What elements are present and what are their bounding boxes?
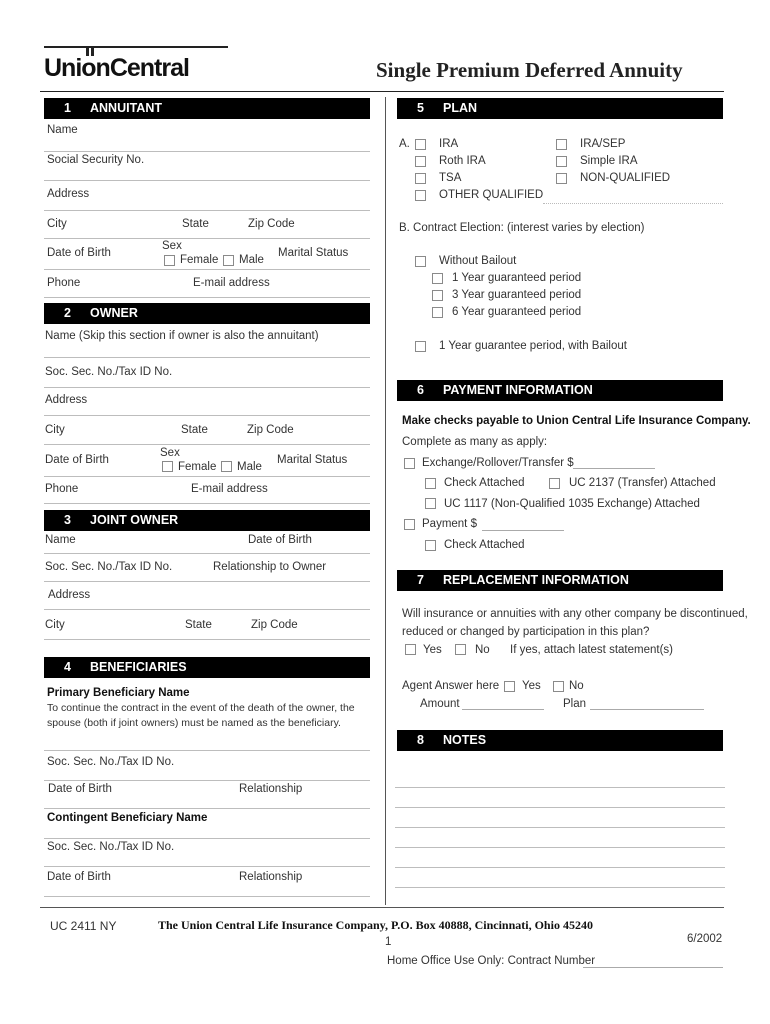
joint-address-field[interactable] — [44, 609, 370, 610]
replacement-question-line-2: reduced or changed by participation in this plan? — [402, 626, 650, 638]
check-attached-checkbox[interactable] — [425, 478, 436, 489]
plan-a-label: A. — [399, 138, 410, 150]
owner-phone-label: Phone — [45, 483, 79, 495]
replacement-yes-label: Yes — [423, 644, 442, 656]
notes-line[interactable] — [395, 847, 725, 848]
form-number: UC 2411 NY — [50, 919, 117, 933]
annuitant-city-label: City — [47, 218, 67, 230]
section-8-header: 8 NOTES — [397, 730, 723, 751]
ira-checkbox[interactable] — [415, 139, 426, 150]
annuitant-ssn-label: Social Security No. — [47, 154, 145, 166]
owner-female-label: Female — [178, 461, 217, 473]
annuitant-email-label: E-mail address — [193, 277, 270, 289]
contract-election-label: B. Contract Election: (interest varies by election) — [399, 222, 645, 234]
joint-zip-label: Zip Code — [251, 619, 298, 631]
owner-dob-field[interactable] — [44, 476, 370, 477]
notes-line[interactable] — [395, 887, 725, 888]
uc2137-label: UC 2137 (Transfer) Attached — [569, 477, 716, 489]
simple-ira-checkbox[interactable] — [556, 156, 567, 167]
ira-sep-checkbox[interactable] — [556, 139, 567, 150]
without-bailout-checkbox[interactable] — [415, 256, 426, 267]
without-bailout-label: Without Bailout — [439, 255, 517, 267]
year-3-checkbox[interactable] — [432, 290, 443, 301]
year-6-label: 6 Year guaranteed period — [452, 306, 582, 318]
owner-female-checkbox[interactable] — [162, 461, 173, 472]
header-rule — [40, 91, 724, 92]
owner-ssn-field[interactable] — [44, 387, 370, 388]
annuitant-zip-label: Zip Code — [248, 218, 295, 230]
tsa-label: TSA — [439, 172, 462, 184]
owner-state-label: State — [181, 424, 208, 436]
column-divider — [385, 97, 386, 905]
primary-relationship-label: Relationship — [239, 783, 303, 795]
complete-apply-text: Complete as many as apply: — [402, 436, 548, 448]
beneficiary-note-line-1: To continue the contract in the event of the death of the owner, the — [47, 702, 355, 714]
ira-label: IRA — [439, 138, 459, 150]
contingent-beneficiary-label: Contingent Beneficiary Name — [47, 812, 208, 824]
primary-ssn-label: Soc. Sec. No./Tax ID No. — [47, 756, 175, 768]
agent-answer-label: Agent Answer here — [402, 680, 500, 692]
owner-dob-label: Date of Birth — [45, 454, 109, 466]
section-5-header: 5 PLAN — [397, 98, 723, 119]
logo-text: UnionCentral — [44, 54, 189, 82]
payment-check-attached-label: Check Attached — [444, 539, 525, 551]
replacement-question-line-1: Will insurance or annuities with any other company be discontinued, — [402, 608, 748, 620]
non-qualified-checkbox[interactable] — [556, 173, 567, 184]
contingent-ssn-field[interactable] — [44, 866, 370, 867]
section-6-header: 6 PAYMENT INFORMATION — [397, 380, 723, 401]
attach-statement-text: If yes, attach latest statement(s) — [510, 644, 673, 656]
with-bailout-label: 1 Year guarantee period, with Bailout — [439, 340, 627, 352]
payment-amount-field[interactable] — [482, 530, 564, 531]
non-qualified-label: NON-QUALIFIED — [580, 172, 671, 184]
exchange-label: Exchange/Rollover/Transfer $ — [422, 457, 574, 469]
agent-no-label: No — [569, 680, 584, 692]
notes-line[interactable] — [395, 867, 725, 868]
annuitant-phone-label: Phone — [47, 277, 81, 289]
annuitant-female-checkbox[interactable] — [164, 255, 175, 266]
uc2137-checkbox[interactable] — [549, 478, 560, 489]
owner-email-label: E-mail address — [191, 483, 268, 495]
annuitant-name-label: Name — [47, 124, 78, 136]
annuitant-city-field[interactable] — [44, 238, 370, 239]
section-3-header: 3 JOINT OWNER — [44, 510, 370, 531]
joint-name-label: Name — [45, 534, 76, 546]
joint-dob-label: Date of Birth — [248, 534, 312, 546]
year-3-label: 3 Year guaranteed period — [452, 289, 582, 301]
form-title: Single Premium Deferred Annuity — [376, 58, 683, 82]
owner-phone-field[interactable] — [44, 503, 370, 504]
page-number: 1 — [385, 936, 392, 948]
year-1-label: 1 Year guaranteed period — [452, 272, 582, 284]
owner-zip-label: Zip Code — [247, 424, 294, 436]
annuitant-female-label: Female — [180, 254, 219, 266]
annuitant-state-label: State — [182, 218, 209, 230]
section-4-header: 4 BENEFICIARIES — [44, 657, 370, 678]
primary-beneficiary-field[interactable] — [44, 750, 370, 751]
with-bailout-checkbox[interactable] — [415, 341, 426, 352]
contract-number-field[interactable] — [583, 967, 723, 968]
section-7-header: 7 REPLACEMENT INFORMATION — [397, 570, 723, 591]
agent-no-checkbox[interactable] — [553, 681, 564, 692]
annuitant-ssn-field[interactable] — [44, 180, 370, 181]
company-address: The Union Central Life Insurance Company, P.O. Box 40888, Cincinnati, Ohio 45240 — [158, 918, 593, 932]
joint-relationship-label: Relationship to Owner — [213, 561, 327, 573]
annuitant-address-label: Address — [47, 188, 90, 200]
primary-ssn-field[interactable] — [44, 780, 370, 781]
annuitant-dob-label: Date of Birth — [47, 247, 111, 259]
plan-label: Plan — [563, 698, 587, 710]
annuitant-male-checkbox[interactable] — [223, 255, 234, 266]
notes-line[interactable] — [395, 787, 725, 788]
joint-name-field[interactable] — [44, 553, 370, 554]
amount-label: Amount — [420, 698, 460, 710]
checks-payable-text: Make checks payable to Union Central Life Insurance Company. — [402, 415, 751, 427]
owner-sex-label: Sex — [160, 447, 180, 459]
annuitant-sex-label: Sex — [162, 240, 182, 252]
replacement-no-checkbox[interactable] — [455, 644, 466, 655]
exchange-checkbox[interactable] — [404, 458, 415, 469]
other-qualified-checkbox[interactable] — [415, 190, 426, 201]
uc1117-checkbox[interactable] — [425, 498, 436, 509]
section-2-header: 2 OWNER — [44, 303, 370, 324]
exchange-amount-field[interactable] — [573, 468, 655, 469]
form-date: 6/2002 — [687, 933, 723, 945]
annuitant-address-field[interactable] — [44, 210, 370, 211]
annuitant-dob-field[interactable] — [44, 269, 370, 270]
annuitant-male-label: Male — [239, 254, 264, 266]
annuitant-name-field[interactable] — [44, 151, 370, 152]
notes-line[interactable] — [395, 827, 725, 828]
joint-city-label: City — [45, 619, 65, 631]
owner-address-field[interactable] — [44, 415, 370, 416]
uc1117-label: UC 1117 (Non-Qualified 1035 Exchange) Attached — [444, 498, 700, 510]
roth-ira-checkbox[interactable] — [415, 156, 426, 167]
year-1-checkbox[interactable] — [432, 273, 443, 284]
other-qualified-label: OTHER QUALIFIED — [439, 189, 544, 201]
owner-male-checkbox[interactable] — [221, 461, 232, 472]
owner-male-label: Male — [237, 461, 262, 473]
simple-ira-label: Simple IRA — [580, 155, 638, 167]
owner-city-field[interactable] — [44, 444, 370, 445]
owner-city-label: City — [45, 424, 65, 436]
payment-label: Payment $ — [422, 518, 477, 530]
annuitant-marital-label: Marital Status — [278, 247, 349, 259]
company-logo — [44, 46, 230, 82]
contingent-dob-label: Date of Birth — [47, 871, 111, 883]
owner-marital-label: Marital Status — [277, 454, 348, 466]
other-qualified-field[interactable] — [543, 203, 723, 204]
logo-rule — [44, 46, 228, 48]
agent-yes-label: Yes — [522, 680, 541, 692]
replacement-yes-checkbox[interactable] — [405, 644, 416, 655]
payment-check-attached-checkbox[interactable] — [425, 540, 436, 551]
primary-dob-label: Date of Birth — [48, 783, 112, 795]
owner-address-label: Address — [45, 394, 88, 406]
joint-state-label: State — [185, 619, 212, 631]
owner-name-field[interactable] — [44, 357, 370, 358]
ira-sep-label: IRA/SEP — [580, 138, 626, 150]
beneficiary-note-line-2: spouse (both if joint owners) must be named as the beneficiary. — [47, 717, 341, 729]
joint-ssn-label: Soc. Sec. No./Tax ID No. — [45, 561, 173, 573]
owner-ssn-label: Soc. Sec. No./Tax ID No. — [45, 366, 173, 378]
home-office-label: Home Office Use Only: Contract Number — [387, 955, 596, 967]
contingent-dob-field[interactable] — [44, 896, 370, 897]
contingent-relationship-label: Relationship — [239, 871, 303, 883]
tsa-checkbox[interactable] — [415, 173, 426, 184]
joint-address-label: Address — [48, 589, 91, 601]
section-1-header: 1 ANNUITANT — [44, 98, 370, 119]
owner-name-label: Name (Skip this section if owner is also the annuitant) — [45, 330, 319, 342]
year-6-checkbox[interactable] — [432, 307, 443, 318]
joint-ssn-field[interactable] — [44, 581, 370, 582]
contingent-ssn-label: Soc. Sec. No./Tax ID No. — [47, 841, 175, 853]
check-attached-label: Check Attached — [444, 477, 525, 489]
replacement-no-label: No — [475, 644, 490, 656]
joint-city-field[interactable] — [44, 639, 370, 640]
payment-checkbox[interactable] — [404, 519, 415, 530]
roth-ira-label: Roth IRA — [439, 155, 486, 167]
primary-beneficiary-label: Primary Beneficiary Name — [47, 687, 190, 699]
agent-yes-checkbox[interactable] — [504, 681, 515, 692]
footer-rule — [40, 907, 724, 908]
plan-field[interactable] — [590, 709, 704, 710]
annuitant-phone-field[interactable] — [44, 297, 370, 298]
notes-line[interactable] — [395, 807, 725, 808]
primary-dob-field[interactable] — [44, 808, 370, 809]
contingent-beneficiary-field[interactable] — [44, 838, 370, 839]
amount-field[interactable] — [462, 709, 544, 710]
